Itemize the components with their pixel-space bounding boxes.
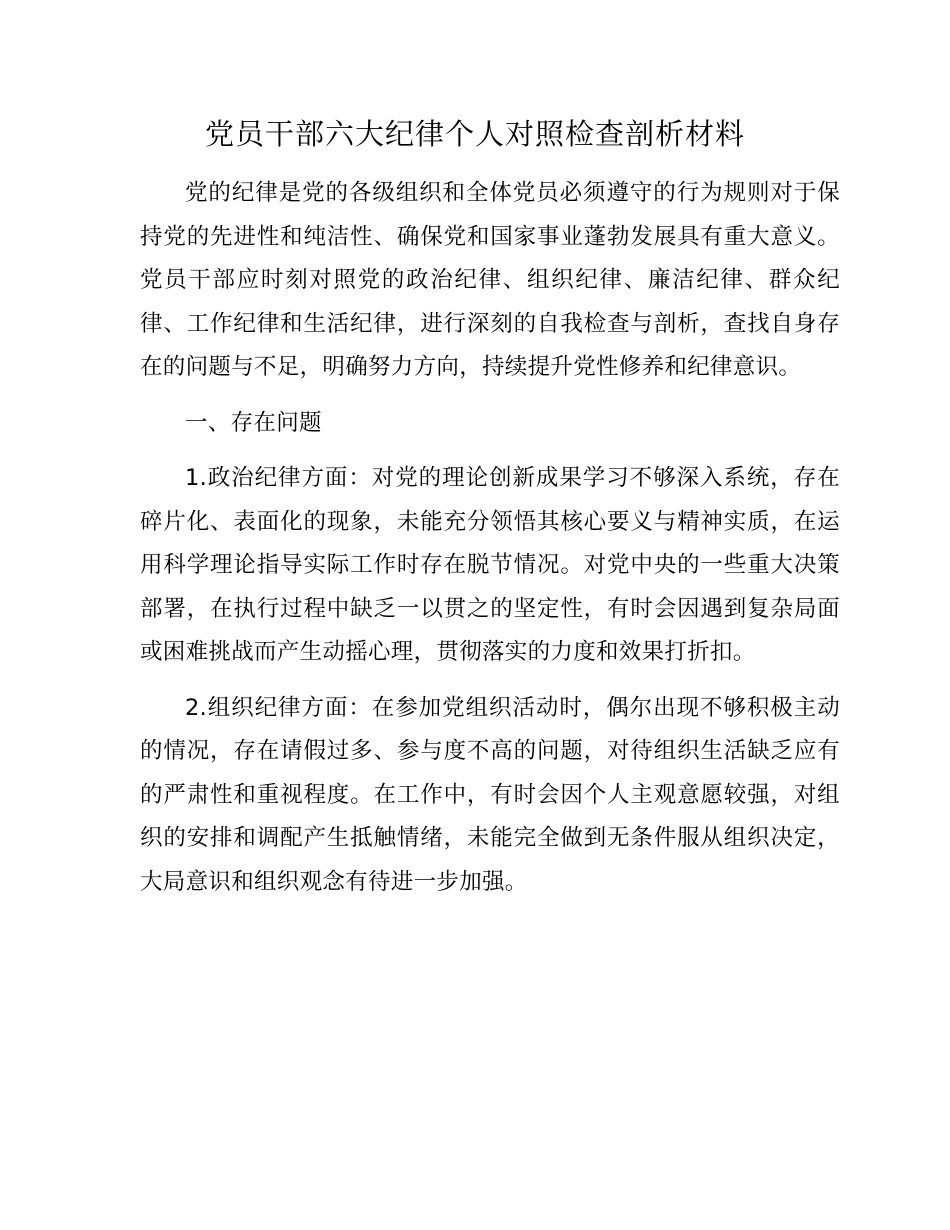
item-political-discipline: 1.政治纪律方面：对党的理论创新成果学习不够深入系统，存在碎片化、表面化的现象，未能充分领悟其核心要义与精神实质，在运用科学理论指导实际工作时存在脱节情况。对党中央的一些重大决策部署，在执行过程中缺乏一以贯之的坚定性，有时会因遇到复杂局面或困难挑战而产生动摇心理，贯彻落实的力度和效果打折扣。	[140, 465, 840, 665]
item-organizational-discipline: 2.组织纪律方面：在参加党组织活动时，偶尔出现不够积极主动的情况，存在请假过多、参与度不高的问题，对待组织生活缺乏应有的严肃性和重视程度。在工作中，有时会因个人主观意愿较强，对组织的安排和调配产生抵触情绪，未能完全做到无条件服从组织决定，大局意识和组织观念有待进一步加强。	[140, 694, 840, 895]
document-title: 党员干部六大纪律个人对照检查剖析材料	[204, 117, 745, 151]
document-body	[140, 172, 840, 916]
section-heading-problems: 一、存在问题	[185, 409, 322, 436]
intro-paragraph: 党的纪律是党的各级组织和全体党员必须遵守的行为规则对于保持党的先进性和纯洁性、确保党和国家事业蓬勃发展具有重大意义。党员干部应时刻对照党的政治纪律、组织纪律、廉洁纪律、群众纪律、工作纪律和生活纪律，进行深刻的自我检查与剖析，查找自身存在的问题与不足，明确努力方向，持续提升党性修养和纪律意识。	[140, 180, 840, 380]
